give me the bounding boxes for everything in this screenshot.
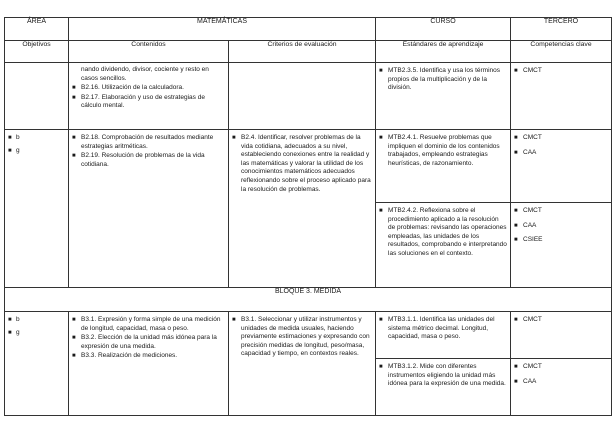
col-header-contenidos: Contenidos — [69, 41, 229, 63]
block-heading-row — [5, 288, 612, 312]
table-row — [5, 63, 612, 130]
bullet-icon: ■ — [514, 222, 518, 229]
list-item: ■ MTB2.4.2. Reflexiona sobre el procedimiento aplicado a la resolución de problemas: revisando las operaciones empleadas, las unidades de los resultados, comprobando e interpretando las soluciones en el contexto. — [379, 207, 507, 257]
curriculum-table — [4, 17, 612, 416]
bullet-icon: ■ — [514, 237, 518, 244]
bullet-icon: ■ — [72, 85, 76, 92]
list-item: ■ CMCT — [514, 316, 542, 323]
col-header-competencias: Competencias clave — [511, 41, 612, 63]
column-header-row — [5, 41, 612, 63]
list-item: ■ MTB3.1.1. Identifica las unidades del sistema métrico decimal. Longitud, capacidad, masa o peso. — [379, 316, 495, 341]
list-item: ■ CMCT — [514, 134, 542, 141]
contenidos-cell — [69, 130, 229, 288]
bullet-icon: ■ — [72, 335, 76, 342]
bullet-icon: ■ — [72, 317, 76, 323]
table-row — [5, 130, 612, 288]
bullet-icon: ■ — [379, 317, 383, 323]
objetivos-cell — [5, 63, 69, 130]
bullet-icon: ■ — [379, 68, 383, 74]
bullet-icon: ■ — [232, 317, 236, 323]
list-item: ■ B2.16. Utilización de la calculadora. — [72, 84, 184, 92]
list-item: ■ CAA — [514, 377, 537, 385]
col-header-estandares: Estándares de aprendizaje — [376, 41, 511, 63]
bullet-icon: ■ — [514, 378, 518, 385]
bullet-icon: ■ — [8, 317, 12, 323]
bullet-icon: ■ — [514, 317, 518, 323]
col-header-criterios: Criterios de evaluación — [229, 41, 376, 63]
area-label: ÁREA — [5, 18, 69, 41]
bullet-icon: ■ — [232, 135, 236, 141]
objetivos-cell — [5, 312, 69, 416]
list-item: ■ CAA — [514, 148, 537, 156]
header-row — [5, 18, 612, 41]
list-item: ■ MTB2.3.5. Identifica y usa los términos propios de la multiplicación y de la división. — [379, 67, 501, 92]
list-item: ■ CAA — [514, 221, 537, 229]
list-item: ■ g — [8, 328, 20, 336]
estandares-cell — [376, 312, 511, 416]
list-item: ■ b — [8, 316, 20, 323]
bullet-icon: ■ — [72, 135, 76, 141]
list-item: ■ B2.4. Identificar, resolver problemas de la vida cotidiana, adecuados a su nivel, estableciendo conexiones entre la realidad y las matemáticas y valorar la utilidad de los conocimientos matemáticos adecuados reflexionando sobre el proceso aplicado para la resolución de problemas. — [232, 134, 371, 193]
estandares-cell — [376, 130, 511, 288]
contenidos-cell — [69, 312, 229, 416]
list-item: ■ B2.19. Resolución de problemas de la vida cotidiana. — [72, 152, 205, 168]
list-item: ■ b — [8, 134, 20, 141]
bullet-icon: ■ — [72, 353, 76, 360]
competencias-cell — [511, 63, 612, 130]
bullet-icon: ■ — [8, 135, 12, 141]
bullet-icon: ■ — [514, 149, 518, 156]
bullet-icon: ■ — [514, 364, 518, 370]
list-item: ■ B2.18. Comprobación de resultados mediante estrategias aritméticas. — [72, 134, 214, 150]
bullet-icon: ■ — [8, 329, 12, 336]
list-item: ■ B3.3. Realización de mediciones. — [72, 352, 178, 360]
course-label: CURSO — [376, 18, 511, 41]
bullet-icon: ■ — [8, 147, 12, 154]
block-title: BLOQUE 3. MEDIDA — [5, 288, 612, 312]
criterios-cell — [229, 312, 376, 416]
bullet-icon: ■ — [514, 208, 518, 214]
criterios-cell — [229, 63, 376, 130]
bullet-icon: ■ — [72, 153, 76, 160]
competencias-cell — [511, 130, 612, 288]
criterios-cell — [229, 130, 376, 288]
list-item: ■ CSIEE — [514, 236, 543, 244]
bullet-icon: ■ — [379, 208, 383, 214]
list-item: ■ MTB2.4.1. Resuelve problemas que impliquen el dominio de los contenidos trabajados, empleando estrategias heurísticas, de razonamiento. — [379, 134, 500, 167]
subject-name: MATEMÁTICAS — [69, 18, 376, 41]
list-item: ■ B3.2. Elección de la unidad más idónea para la expresión de una medida. — [72, 334, 217, 350]
bullet-icon: ■ — [514, 68, 518, 74]
bullet-icon: ■ — [514, 135, 518, 141]
list-item: ■ B3.1. Seleccionar y utilizar instrumentos y unidades de medida usuales, haciendo previamente estimaciones y expresando con precisión medidas de longitud, peso/masa, capacidad y tiempo, en contextos reales. — [232, 316, 370, 358]
list-item: ■ B3.1. Expresión y forma simple de una medición de longitud, capacidad, masa o peso. — [72, 316, 221, 332]
col-header-objetivos: Objetivos — [5, 41, 69, 63]
contenido-continuation: nando dividendo, divisor, cociente y resto en casos sencillos. — [81, 66, 209, 82]
list-item: ■ CMCT — [514, 67, 542, 74]
bullet-icon: ■ — [72, 94, 76, 101]
list-item: ■ CMCT — [514, 207, 542, 214]
bullet-icon: ■ — [379, 364, 383, 370]
table-row — [5, 312, 612, 416]
objetivos-cell — [5, 130, 69, 288]
list-item: ■ g — [8, 146, 20, 154]
contenidos-cell — [69, 63, 229, 130]
estandares-cell — [376, 63, 511, 130]
list-item: ■ B2.17. Elaboración y uso de estrategias de cálculo mental. — [72, 93, 205, 110]
bullet-icon: ■ — [379, 135, 383, 141]
list-item: ■ CMCT — [514, 363, 542, 370]
competencias-cell — [511, 312, 612, 416]
course-value: TERCERO — [511, 18, 612, 41]
list-item: ■ MTB3.1.2. Mide con diferentes instrumentos eligiendo la unidad más idónea para la expresión de una medida. — [379, 363, 506, 388]
